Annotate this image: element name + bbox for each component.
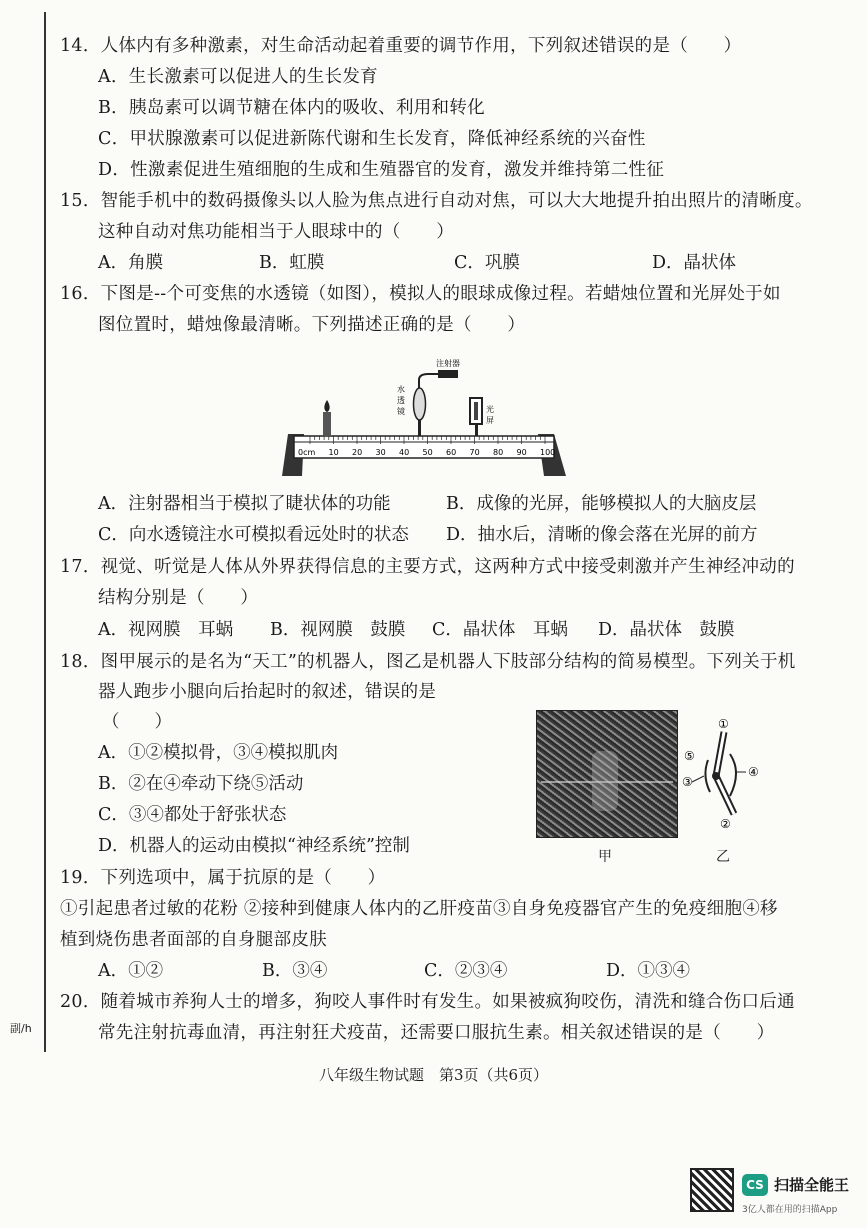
q18-option-d: D．机器人的运动由模拟“神经系统”控制 [98,836,410,856]
lens-label-2: 透 [397,396,405,405]
q18-stem-line2: 器人跑步小腿向后抬起时的叙述，错误的是 [98,682,437,702]
scanner-watermark [690,1168,855,1220]
q17-option-b: B．视网膜 鼓膜 [270,620,406,640]
q17-option-c: C．晶状体 耳蜗 [432,620,568,640]
q15-option-a: A．角膜 [98,253,164,273]
q16-stem-line1: 16．下图是--个可变焦的水透镜（如图），模拟人的眼球成像过程。若蜡烛位置和光屏处于如 [60,284,781,304]
q14-stem: 14．人体内有多种激素，对生命活动起着重要的调节作用，下列叙述错误的是（ ） [60,36,742,56]
cs-logo-icon: CS [742,1174,768,1196]
binding-margin-line [44,12,46,1052]
ruler-tick-label: 10 [328,448,339,457]
candle-flame [324,400,329,412]
q18-option-b: B．②在④牵动下绕⑤活动 [98,774,304,794]
ruler-tick-label: 90 [516,448,527,457]
q19-option-d: D．①③④ [606,961,691,981]
ruler-tick-label: 50 [422,448,433,457]
ruler-tick-label: 80 [493,448,504,457]
scanner-app-tagline: 3亿人都在用的扫描App [742,1205,838,1215]
q14-option-b: B．胰岛素可以调节糖在体内的吸收、利用和转化 [98,98,485,118]
ruler-tick-label: 30 [375,448,386,457]
lens-label-1: 水 [397,385,405,394]
syringe-label: 注射器 [436,359,460,368]
q19-option-b: B．③④ [262,961,328,981]
figure-yi-caption: 乙 [716,849,730,865]
q15-option-b: B．虹膜 [259,253,325,273]
ruler-start-label: 0cm [298,448,316,457]
q15-option-c: C．巩膜 [454,253,520,273]
label-5: ⑤ [684,749,695,763]
ruler-tick-label: 100 [540,448,556,457]
q19-items-line1: ①引起患者过敏的花粉 ②接种到健康人体内的乙肝疫苗③自身免疫器官产生的免疫细胞④移 [60,899,778,919]
water-lens [414,388,426,420]
q18-option-a: A．①②模拟骨，③④模拟肌肉 [98,743,339,763]
q18-answer-paren: （ ） [102,712,172,732]
q14-option-d: D．性激素促进生殖细胞的生成和生殖器官的发育，激发并维持第二性征 [98,160,665,180]
label-3: ③ [682,775,693,789]
q20-stem-line1: 20．随着城市养狗人士的增多，狗咬人事件时有发生。如果被疯狗咬伤，清洗和缝合伤口后通 [60,992,795,1012]
q19-items-line2: 植到烧伤患者面部的自身腿部皮肤 [60,930,327,950]
robot-photo [536,710,678,838]
q16-option-b: B．成像的光屏，能够模拟人的大脑皮层 [446,494,757,514]
label-1: ① [718,717,729,731]
q16-option-a: A．注射器相当于模拟了睫状体的功能 [98,494,391,514]
qr-code-icon [690,1168,734,1212]
scanner-app-name: 扫描全能王 [774,1176,850,1194]
q17-stem-line1: 17．视觉、听觉是人体从外界获得信息的主要方式，这两种方式中接受刺激并产生神经冲动的 [60,557,795,577]
q19-option-a: A．①② [98,961,164,981]
label-4: ④ [748,765,759,779]
ruler-tick-label: 70 [469,448,480,457]
screen-label-2: 屏 [486,416,494,425]
muscle-front [705,760,710,792]
q14-option-a: A．生长激素可以促进人的生长发育 [98,67,378,87]
syringe [438,370,458,378]
page-footer: 八年级生物试题 第3页（共6页） [318,1066,549,1084]
q18-stem-line1: 18．图甲展示的是名为“天工”的机器人，图乙是机器人下肢部分结构的简易模型。下列关于机 [60,652,796,672]
syringe-tube [419,374,440,388]
screen-label-1: 光 [486,405,494,414]
q15-stem-line2: 这种自动对焦功能相当于人眼球中的（ ） [98,222,454,242]
figure-jia-caption: 甲 [598,849,612,865]
q17-option-a: A．视网膜 耳蜗 [98,620,234,640]
candle [323,412,331,436]
q19-option-c: C．②③④ [424,961,508,981]
lens-experiment-figure [280,354,570,479]
q16-stem-line2: 图位置时，蜡烛像最清晰。下列描述正确的是（ ） [98,315,526,335]
q20-stem-line2: 常先注射抗毒血清，再注射狂犬疫苗，还需要口服抗生素。相关叙述错误的是（ ） [98,1023,775,1043]
label-2: ② [720,817,731,831]
limb-model-figure [680,714,770,834]
ruler-tick-label: 40 [399,448,410,457]
joint [712,772,720,780]
ruler-tick-label: 60 [446,448,457,457]
lens-label-3: 镜 [397,407,405,416]
muscle-back [730,754,736,796]
q15-option-d: D．晶状体 [652,253,737,273]
q16-option-d: D．抽水后，清晰的像会落在光屏的前方 [446,525,758,545]
q17-option-d: D．晶状体 鼓膜 [598,620,735,640]
q15-stem-line1: 15．智能手机中的数码摄像头以人脸为焦点进行自动对焦，可以大大地提升拍出照片的清晰度。 [60,191,813,211]
q18-option-c: C．③④都处于舒张状态 [98,805,287,825]
q16-option-c: C．向水透镜注水可模拟看远处时的状态 [98,525,409,545]
side-mark: 副/h [10,1022,32,1035]
ruler-tick-label: 20 [352,448,363,457]
q19-stem: 19．下列选项中，属于抗原的是（ ） [60,868,386,888]
q14-option-c: C．甲状腺激素可以促进新陈代谢和生长发育，降低神经系统的兴奋性 [98,129,646,149]
q17-stem-line2: 结构分别是（ ） [98,588,259,608]
